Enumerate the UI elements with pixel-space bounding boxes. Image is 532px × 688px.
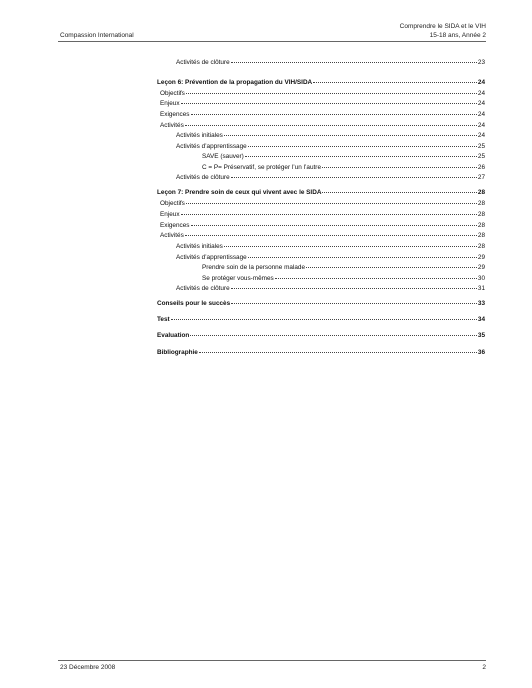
toc-entry-page: 25 [477,153,485,160]
toc-dot-leader [191,220,477,226]
toc-entry-page: 30 [477,275,485,282]
toc-entry-page: 33 [477,300,485,307]
toc-entry[interactable] [176,173,485,183]
toc-entry-label: Activités d’apprentissage [176,143,247,150]
toc-entry-page: 24 [477,90,485,97]
toc-entry-page: 28 [477,211,485,218]
toc-entry-label: Leçon 6: Prévention de la propagation du VIH/SIDA [157,79,313,86]
toc-entry-page: 24 [477,111,485,118]
toc-entry-page: 25 [477,143,485,150]
toc-entry-page: 28 [477,232,485,239]
toc-dot-leader [313,77,477,83]
toc-dot-leader [186,198,477,204]
header-rule [58,41,486,42]
toc-entry-page: 28 [477,243,485,250]
toc-dot-leader [224,130,477,136]
toc-dot-leader [191,109,477,115]
toc-entry[interactable] [160,210,485,220]
toc-entry-label: Activités de clôture [176,59,230,66]
toc-entry[interactable] [202,263,485,273]
toc-dot-leader [245,151,477,157]
toc-dot-leader [181,98,477,104]
toc-dot-leader [190,330,477,336]
toc-entry[interactable] [160,199,485,209]
toc-entry-label: Se protéger vous-mêmes [202,275,274,282]
header-title [400,22,486,40]
toc-entry-label: Exigences [160,222,190,229]
toc-entry[interactable] [160,99,485,109]
toc-dot-leader [171,314,477,320]
toc-entry-page: 28 [477,189,485,196]
toc-entry-page: 24 [477,79,485,86]
toc-entry-page: 29 [477,254,485,261]
toc-dot-leader [185,230,477,236]
toc-entry-page: 28 [477,200,485,207]
toc-entry-label: Activités de clôture [176,285,230,292]
toc-dot-leader [306,262,477,268]
toc-entry-label: Leçon 7: Prendre soin de ceux qui vivent avec le SIDA [157,189,322,196]
toc-dot-leader [248,252,477,258]
toc-dot-leader [224,241,477,247]
toc-entry-label: Activités d’apprentissage [176,254,247,261]
toc-entry-label: C = P= Préservatif, se protéger l’un l’autre [202,164,321,171]
toc-entry[interactable] [157,188,485,198]
header-title-line2: 15-18 ans, Année 2 [429,32,486,39]
toc-entry-label: Exigences [160,111,190,118]
toc-entry-label: Activités initiales [176,243,223,250]
toc-entry[interactable] [157,331,485,341]
toc-dot-leader [231,172,477,178]
header-title-line1: Comprendre le SIDA et le VIH [399,23,486,30]
toc-entry[interactable] [160,110,485,120]
toc-entry-label: Test [157,316,170,323]
toc-entry-label: Conseils pour le succès [157,300,231,307]
toc-entry-label: Activités de clôture [176,174,230,181]
toc-entry[interactable] [176,131,485,141]
toc-entry-page: 28 [477,222,485,229]
toc-dot-leader [322,162,477,168]
toc-entry-page: 34 [477,316,485,323]
toc-entry-label: Objectifs [160,200,185,207]
toc-dot-leader [231,298,477,304]
toc-dot-leader [231,283,477,289]
toc-dot-leader [185,120,477,126]
toc-dot-leader [181,209,477,215]
toc-entry-page: 24 [477,132,485,139]
toc-entry-page: 23 [477,59,485,66]
toc-entry-label: SAVE (sauver) [202,153,244,160]
toc-entry-page: 31 [477,285,485,292]
toc-entry-page: 29 [477,264,485,271]
footer-rule [58,660,486,661]
toc-entry-label: Enjeux [160,211,180,218]
toc-entry-page: 35 [477,332,485,339]
toc-entry-label: Bibliographie [157,349,198,356]
toc-entry-label: Objectifs [160,90,185,97]
toc-entry[interactable] [157,78,485,88]
toc-dot-leader [231,57,477,63]
toc-entry-page: 36 [477,349,485,356]
toc-entry[interactable] [176,242,485,252]
toc-entry-label: Activités [160,122,184,129]
toc-dot-leader [248,141,477,147]
header-organization: Compassion International [60,32,134,39]
toc-entry-page: 27 [477,174,485,181]
toc-entry-label: Prendre soin de la personne malade [202,264,306,271]
toc-dot-leader [199,347,477,353]
toc-entry[interactable] [202,152,485,162]
toc-entry-label: Enjeux [160,100,180,107]
footer-page-number: 2 [482,664,486,671]
toc-entry[interactable] [176,284,485,294]
toc-dot-leader [275,273,477,279]
toc-entry[interactable] [157,348,485,358]
toc-entry[interactable] [157,315,485,325]
toc-entry[interactable] [160,231,485,241]
toc-entry[interactable] [157,299,485,309]
toc-entry[interactable] [176,58,485,68]
toc-entry-label: Activités initiales [176,132,223,139]
toc-entry-page: 26 [477,164,485,171]
toc-entry-label: Evaluation [157,332,190,339]
footer-date: 23 Décembre 2008 [60,664,116,671]
toc-entry-page: 24 [477,122,485,129]
toc-dot-leader [322,187,476,193]
toc-entry-page: 24 [477,100,485,107]
toc-entry-label: Activités [160,232,184,239]
toc-dot-leader [186,88,477,94]
